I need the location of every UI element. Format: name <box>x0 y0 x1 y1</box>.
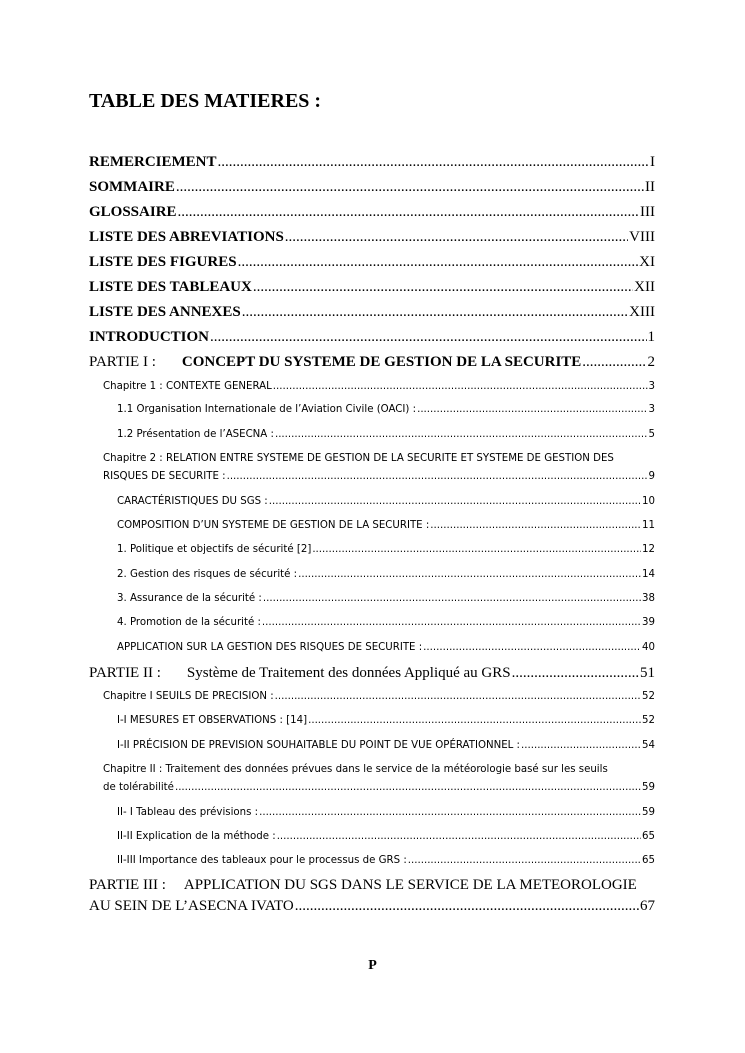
toc-entry-partie-3[interactable] <box>89 898 655 915</box>
toc-entry-i-ii[interactable] <box>117 740 655 751</box>
toc-entry-label: APPLICATION SUR LA GESTION DES RISQUES DE SECURITE : <box>117 642 423 653</box>
toc-entry-label: I-II PRÉCISION DE PREVISION SOUHAITABLE DU POINT DE VUE OPÉRATIONNEL : <box>117 740 520 751</box>
toc-entry-label: LISTE DES FIGURES <box>89 254 237 270</box>
toc-entry-chapitre-2-line1[interactable]: Chapitre 2 : RELATION ENTRE SYSTEME DE GESTION DE LA SECURITE ET SYSTEME DE GESTION DES <box>103 453 614 464</box>
dot-leader <box>269 496 641 507</box>
toc-entry-i-i[interactable] <box>117 715 655 726</box>
toc-entry-label: LISTE DES TABLEAUX <box>89 279 252 295</box>
dot-leader <box>275 691 641 702</box>
toc-entry-page: I <box>650 154 655 170</box>
toc-entry-page: 65 <box>642 831 655 842</box>
toc-entry-composition[interactable] <box>117 520 655 531</box>
toc-entry-page: II <box>645 179 655 195</box>
toc-entry-chapitre-1[interactable] <box>103 381 655 392</box>
dot-leader <box>238 254 639 271</box>
toc-entry-annexes[interactable] <box>89 304 655 321</box>
toc-entry-page: 67 <box>640 898 655 914</box>
toc-entry-page: 59 <box>642 782 655 793</box>
toc-entry-ii-iii[interactable] <box>117 855 655 866</box>
dot-leader <box>178 204 639 221</box>
dot-leader <box>308 715 641 726</box>
dot-leader <box>417 404 647 415</box>
dot-leader <box>273 381 648 392</box>
toc-entry-label: 1. Politique et objectifs de sécurité [2] <box>117 544 312 555</box>
toc-entry-ii-ii[interactable] <box>117 831 655 842</box>
dot-leader <box>242 304 628 321</box>
toc-entry-label: 3. Assurance de la sécurité : <box>117 593 262 604</box>
toc-entry-partie-1[interactable] <box>89 354 655 371</box>
toc-entry-label: GLOSSAIRE <box>89 204 177 220</box>
toc-entry-assurance[interactable] <box>117 593 655 604</box>
toc-entry-page: 3 <box>648 404 655 415</box>
toc-entry-chapitre-ii-line1[interactable]: Chapitre II : Traitement des données prévues dans le service de la météorologie basé sur les seuils <box>103 764 608 775</box>
toc-entry-introduction[interactable] <box>89 329 655 346</box>
dot-leader <box>210 329 646 346</box>
toc-entry-label: AU SEIN DE L’ASECNA IVATO <box>89 898 294 914</box>
toc-entry-label: LISTE DES ABREVIATIONS <box>89 229 284 245</box>
dot-leader <box>175 782 641 793</box>
toc-entry-politique[interactable] <box>117 544 655 555</box>
dot-leader <box>430 520 641 531</box>
toc-entry-label <box>89 665 511 682</box>
toc-entry-page: 54 <box>642 740 655 751</box>
toc-entry-page: 9 <box>648 471 655 482</box>
part-title: APPLICATION DU SGS DANS LE SERVICE DE LA METEOROLOGIE <box>183 877 637 893</box>
dot-leader <box>582 354 646 371</box>
toc-entry-label: 4. Promotion de la sécurité : <box>117 617 261 628</box>
toc-entry-1-1[interactable] <box>117 404 655 415</box>
toc-entry-page: 65 <box>642 855 655 866</box>
toc-entry-figures[interactable] <box>89 254 655 271</box>
dot-leader <box>312 544 641 555</box>
toc-entry-label: I-I MESURES ET OBSERVATIONS : [14] <box>117 715 308 726</box>
toc-entry-tableaux[interactable] <box>89 279 655 296</box>
toc-entry-1-2[interactable] <box>117 429 655 440</box>
toc-entry-remerciement[interactable] <box>89 154 655 171</box>
toc-entry-caracteristiques[interactable] <box>117 496 655 507</box>
toc-entry-page: 39 <box>642 617 655 628</box>
toc-entry-label: 1.2 Présentation de l’ASECNA : <box>117 429 274 440</box>
toc-entry-page: 1 <box>647 329 655 345</box>
toc-entry-label: Chapitre I SEUILS DE PRECISION : <box>103 691 274 702</box>
toc-entry-page: XIII <box>629 304 655 320</box>
dot-leader <box>423 642 641 653</box>
toc-entry-partie-3-line1[interactable] <box>89 877 637 894</box>
dot-leader <box>512 665 639 682</box>
toc-entry-label: Chapitre 1 : CONTEXTE GENERAL <box>103 381 272 392</box>
toc-entry-label: de tolérabilité <box>103 782 174 793</box>
toc-entry-label: II-III Importance des tableaux pour le processus de GRS : <box>117 855 407 866</box>
toc-entry-page: 11 <box>642 520 655 531</box>
toc-entry-page: XII <box>634 279 655 295</box>
dot-leader <box>253 279 633 296</box>
part-title: Système de Traitement des données Appliqué au GRS <box>186 665 511 681</box>
toc-entry-page: 3 <box>648 381 655 392</box>
toc-entry-page: 14 <box>642 569 655 580</box>
toc-entry-promotion[interactable] <box>117 617 655 628</box>
toc-entry-page: 12 <box>642 544 655 555</box>
dot-leader <box>277 831 641 842</box>
dot-leader <box>262 617 641 628</box>
toc-entry-chapitre-ii[interactable] <box>103 782 655 793</box>
dot-leader <box>227 471 648 482</box>
dot-leader <box>176 179 644 196</box>
toc-entry-page: 2 <box>647 354 655 370</box>
toc-entry-glossaire[interactable] <box>89 204 655 221</box>
toc-entry-gestion-risques[interactable] <box>117 569 655 580</box>
part-prefix: PARTIE II : <box>89 665 161 681</box>
dot-leader <box>521 740 641 751</box>
toc-entry-label: 1.1 Organisation Internationale de l’Aviation Civile (OACI) : <box>117 404 417 415</box>
dot-leader <box>275 429 648 440</box>
toc-entry-page: 5 <box>648 429 655 440</box>
toc-entry-label: COMPOSITION D’UN SYSTEME DE GESTION DE LA SECURITE : <box>117 520 430 531</box>
part-title: CONCEPT DU SYSTEME DE GESTION DE LA SECURITE <box>181 354 582 370</box>
dot-leader <box>408 855 641 866</box>
part-prefix: PARTIE I : <box>89 354 156 370</box>
toc-entry-page: 38 <box>642 593 655 604</box>
toc-entry-application[interactable] <box>117 642 655 653</box>
toc-entry-page: 40 <box>642 642 655 653</box>
toc-entry-page: 52 <box>642 715 655 726</box>
toc-entry-label: REMERCIEMENT <box>89 154 217 170</box>
toc-entry-label: RISQUES DE SECURITE : <box>103 471 226 482</box>
dot-leader <box>285 229 628 246</box>
toc-entry-label: II- I Tableau des prévisions : <box>117 807 259 818</box>
toc-entry-label <box>89 354 581 371</box>
dot-leader <box>263 593 641 604</box>
toc-entry-page: VIII <box>629 229 655 245</box>
toc-entry-label: LISTE DES ANNEXES <box>89 304 241 320</box>
toc-entry-page: 59 <box>642 807 655 818</box>
part-prefix: PARTIE III : <box>89 877 166 893</box>
toc-entry-ii-i[interactable] <box>117 807 655 818</box>
dot-leader <box>259 807 641 818</box>
toc-entry-sommaire[interactable] <box>89 179 655 196</box>
toc-entry-label: INTRODUCTION <box>89 329 210 345</box>
dot-leader <box>295 898 639 915</box>
toc-entry-label: II-II Explication de la méthode : <box>117 831 276 842</box>
toc-entry-label: SOMMAIRE <box>89 179 175 195</box>
toc-entry-page: 52 <box>642 691 655 702</box>
dot-leader <box>298 569 641 580</box>
toc-entry-label: 2. Gestion des risques de sécurité : <box>117 569 298 580</box>
toc-entry-label: CARACTÉRISTIQUES DU SGS : <box>117 496 268 507</box>
toc-entry-partie-2[interactable] <box>89 665 655 682</box>
toc-entry-page: XI <box>639 254 655 270</box>
page-title: TABLE DES MATIERES : <box>89 90 322 112</box>
toc-entry-page: 51 <box>640 665 655 681</box>
toc-entry-chapitre-i[interactable] <box>103 691 655 702</box>
toc-entry-abreviations[interactable] <box>89 229 655 246</box>
page-footer: P <box>368 958 377 973</box>
toc-entry-page: 10 <box>642 496 655 507</box>
dot-leader <box>218 154 649 171</box>
toc-entry-chapitre-2[interactable] <box>103 471 655 482</box>
toc-entry-page: III <box>640 204 655 220</box>
